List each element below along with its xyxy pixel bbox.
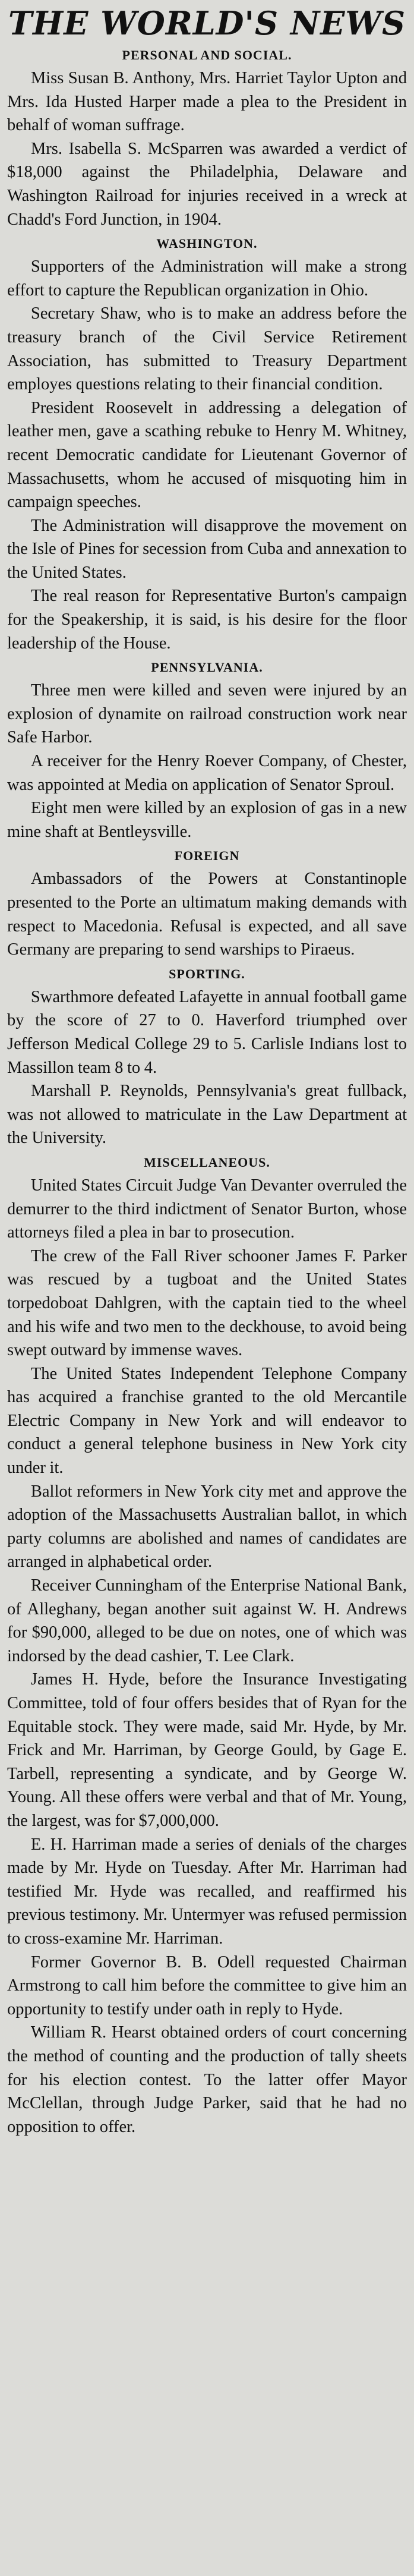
news-item: Secretary Shaw, who is to make an address before the treasury branch of the Civil Service Retirement Association, has submitted to Treasury Department employes questions relating to their financial condition. <box>7 304 407 394</box>
section-heading: WASHINGTON. <box>156 236 258 251</box>
masthead-title: THE WORLD'S NEWS <box>8 4 406 42</box>
news-item: A receiver for the Henry Roever Company, of Chester, was appointed at Media on application of Senator Sproul. <box>7 752 407 794</box>
section-pennsylvania <box>7 657 407 843</box>
section-miscellaneous <box>7 1152 407 2139</box>
section-heading: PENNSYLVANIA. <box>151 660 263 675</box>
news-item: The United States Independent Telephone Company has acquired a franchise granted to the old Mercantile Electric Company in New York and will endeavor to conduct a general telephone business in New York city under it. <box>7 1364 407 1478</box>
section-foreign <box>7 846 407 961</box>
news-item: United States Circuit Judge Van Devanter overruled the demurrer to the third indictment of Senator Burton, whose attorneys filed a plea in bar to prosecution. <box>7 1176 407 1242</box>
news-item: The real reason for Representative Burton's campaign for the Speakership, it is said, is his desire for the floor leadership of the House. <box>7 587 407 653</box>
section-heading: MISCELLANEOUS. <box>144 1154 270 1170</box>
news-item: William R. Hearst obtained orders of court concerning the method of counting and the production of tally sheets for his election contest. To the latter offer Mayor McClellan, through Judge Parker, said that he had no opposition to offer. <box>7 2023 407 2136</box>
news-item: James H. Hyde, before the Insurance Investigating Committee, told of four offers besides that of Ryan for the Equitable stock. They were made, said Mr. Hyde, by Mr. Frick and Mr. Harriman, by George Gould, by Gage E. Tarbell, representing a syndicate, and by George W. Young. All these offers were verbal and that of Mr. Young, the largest, was for $7,000,000. <box>7 1670 407 1830</box>
news-item: President Roosevelt in addressing a delegation of leather men, gave a scathing rebuke to Henry M. Whitney, recent Democratic candidate for Lieutenant Governor of Massachusetts, whom he accused of misquoting him in campaign speeches. <box>7 398 407 512</box>
news-item: Three men were killed and seven were injured by an explosion of dynamite on railroad construction work near Safe Harbor. <box>7 681 407 747</box>
news-item: Eight men were killed by an explosion of gas in a new mine shaft at Bentleysville. <box>7 799 407 841</box>
news-item: Receiver Cunningham of the Enterprise National Bank, of Alleghany, began another suit against W. H. Andrews for $90,000, alleged to be due on notes, one of which was indorsed by the dead cashier, T. Lee Clark. <box>7 1576 407 1665</box>
section-sporting <box>7 964 407 1150</box>
news-item: Ballot reformers in New York city met and approve the adoption of the Massachusetts Australian ballot, in which party columns are abolished and names of candidates are arranged in alphabetical order. <box>7 1482 407 1572</box>
news-item: Supporters of the Administration will make a strong effort to capture the Republican organization in Ohio. <box>7 257 407 300</box>
section-heading: PERSONAL AND SOCIAL. <box>122 48 292 62</box>
news-item: The Administration will disapprove the movement on the Isle of Pines for secession from Cuba and annexation to the United States. <box>7 516 407 582</box>
section-heading: FOREIGN <box>174 848 240 864</box>
news-item: Miss Susan B. Anthony, Mrs. Harriet Taylor Upton and Mrs. Ida Husted Harper made a plea to the President in behalf of woman suffrage. <box>7 69 407 135</box>
news-item: E. H. Harriman made a series of denials of the charges made by Mr. Hyde on Tuesday. After Mr. Harriman had testified Mr. Hyde was recalled, and reaffirmed his previous testimony. Mr. Untermyer was refused permission to cross-examine Mr. Harriman. <box>7 1835 407 1948</box>
section-heading: SPORTING. <box>169 966 245 981</box>
news-item: The crew of the Fall River schooner James F. Parker was rescued by a tugboat and the United States torpedoboat Dahlgren, with the captain tied to the wheel and his wife and two men to the deckhouse, to avoid being swept outward by immense waves. <box>7 1246 407 1360</box>
section-washington <box>7 234 407 655</box>
news-item: Marshall P. Reynolds, Pennsylvania's great fullback, was not allowed to matriculate in the Law Department at the University. <box>7 1082 407 1148</box>
news-item: Ambassadors of the Powers at Constantinople presented to the Porte an ultimatum making demands with respect to Macedonia. Refusal is expected, and all save Germany are preparing to send warships to Piraeus. <box>7 870 407 959</box>
news-item: Swarthmore defeated Lafayette in annual football game by the score of 27 to 0. Haverford triumphed over Jefferson Medical College 29 to 5. Carlisle Indians lost to Massillon team 8 to 4. <box>7 987 407 1077</box>
section-personal <box>7 45 407 231</box>
news-item: Mrs. Isabella S. McSparren was awarded a verdict of $18,000 against the Philadelphia, Delaware and Washington Railroad for injuries received in a wreck at Chadd's Ford Junction, in 1904. <box>7 139 407 229</box>
news-item: Former Governor B. B. Odell requested Chairman Armstrong to call him before the committee to give him an opportunity to testify under oath in reply to Hyde. <box>7 1953 407 2018</box>
